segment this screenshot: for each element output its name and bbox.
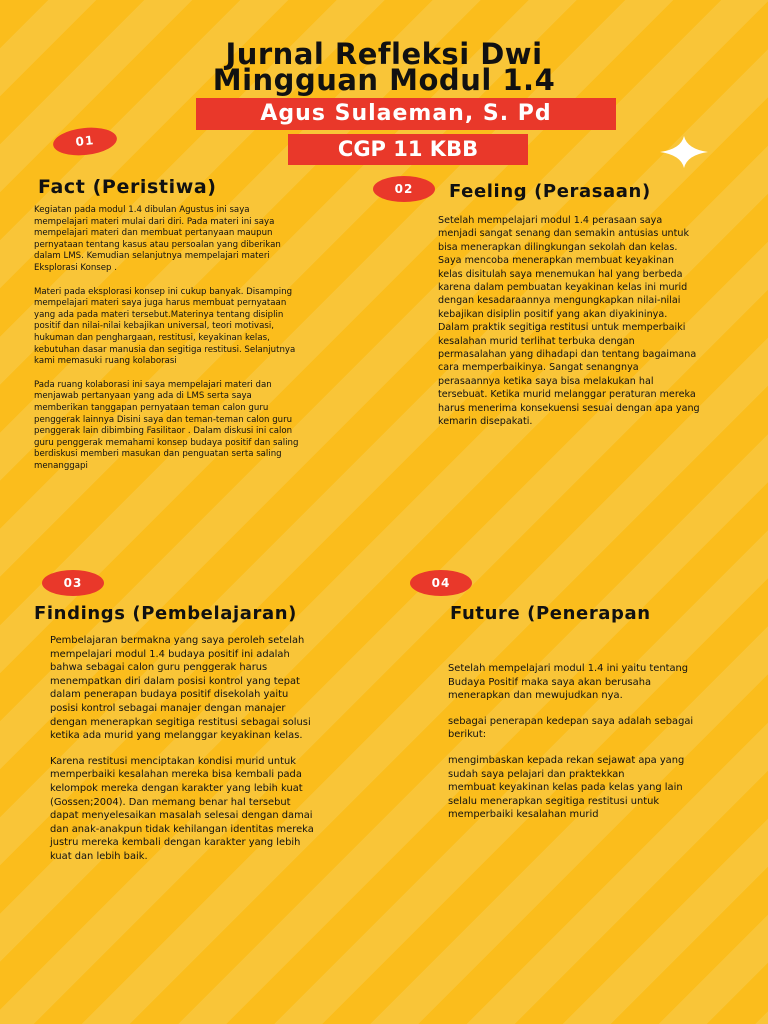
title-line-2: Mingguan Modul 1.4 [212,63,556,97]
title-line-1: Jurnal Refleksi Dwi [225,37,543,71]
section-heading-findings: Findings (Pembelajaran) [34,603,297,624]
findings-paragraph-1: Pembelajaran bermakna yang saya peroleh setelah mempelajari modul 1.4 budaya positif ini adalah bahwa sebagai calon guru penggerak harus menempatkan diri dalam posisi kontrol yang tepat dalam penerapan budaya positif disekolah yaitu posisi kontrol sebagai manajer dengan manajer dengan menerapkan segitiga restitusi sebagai solusi ketika ada murid yang melanggar keyakinan kelas. [50,635,311,742]
fact-paragraph-1: Kegiatan pada modul 1.4 dibulan Agustus ini saya mempelajari materi mulai dari diri. Pada materi ini saya mempelajari materi dan membuat pertanyaan maupun pernyataan tentang kasus atau persoalan yang diberikan dalam LMS. Kemudian selanjutnya mempelajari materi Eksplorasi Konsep . [34,205,281,273]
section-body-fact [34,205,300,484]
section-badge-01: 01 [52,125,118,159]
section-heading-fact: Fact (Peristiwa) [38,176,217,198]
findings-paragraph-2: Karena restitusi menciptakan kondisi murid untuk memperbaiki kesalahan mereka bisa kembali pada kelompok mereka dengan karakter yang lebih kuat (Gossen;2004). Dan memang benar hal tersebut dapat menyelesaikan masalah selesai dengan damai dan anak-anakpun tidak kehilangan identitas mereka justru mereka kembali dengan karakter yang lebih kuat dan lebih baik. [50,755,314,862]
fact-paragraph-2: Materi pada eksplorasi konsep ini cukup banyak. Disamping mempelajari materi saya juga harus membuat pernyataan yang ada pada materi tersebut.Materinya tentang disiplin positif dan nilai-nilai kebajikan universal, teori motivasi, hukuman dan penghargaan, restitusi, keyakinan kelas, kebutuhan dasar manusia dan segitiga restitusi. Selanjutnya kami memasuki ruang kolaborasi [34,286,296,367]
section-body-future [448,662,710,834]
section-body-feeling [438,214,700,441]
future-paragraph-1: Setelah mempelajari modul 1.4 ini yaitu tentang Budaya Positif maka saya akan berusaha menerapkan dan mewujudkan nya. [448,663,689,702]
future-list: mengimbaskan kepada rekan sejawat apa yang sudah saya pelajari dan praktekkan membuat keyakinan kelas pada kelas yang lain selalu menerapkan segitiga restitusi untuk memperbaiki kesalahan murid [448,754,685,821]
section-badge-02: 02 [373,176,435,202]
section-heading-feeling: Feeling (Perasaan) [449,181,651,202]
section-badge-04: 04 [410,570,472,596]
sparkle-icon [658,134,710,170]
fact-paragraph-3: Pada ruang kolaborasi ini saya mempelajari materi dan menjawab pertanyaan yang ada di LMS serta saya memberikan tanggapan pernyataan teman calon guru penggerak lainnya Disini saya dan teman-teman calon guru penggerak lain dibimbing Fasilitaor . Dalam diskusi ini calon guru penggerak memahami konsep budaya positif dan saling berdiskusi memberi masukan dan penguatan serta saling menanggapi [34,379,299,471]
section-badge-03: 03 [42,570,104,596]
group-label-box: CGP 11 KBB [288,134,528,165]
section-heading-future: Future (Penerapan [450,603,651,624]
feeling-paragraph-1: Setelah mempelajari modul 1.4 perasaan saya menjadi sangat senang dan semakin antusias untuk bisa menerapkan dilingkungan sekolah dan kelas. Saya mencoba menerapkan membuat keyakinan kelas disitulah saya menemukan hal yang berbeda karena dalam pembuatan keyakinan kelas ini murid dengan kesadaraannya mengungkapkan nilai-nilai kebajikan disiplin positif yang akan diyakininya. Dalam praktik segitiga restitusi untuk memperbaiki kesalahan murid terlihat terbuka dengan permasalahan yang dihadapi dan tentang bagaimana cara memperbaikinya. Sangat senangnya perasaannya ketika saya bisa melakukan hal tersebuat. Ketika murid melanggar peraturan mereka harus menerima konsekuensi sesuai dengan apa yang kemarin disepakati. [438,215,700,428]
future-paragraph-2: sebagai penerapan kedepan saya adalah sebagai berikut: [448,715,694,741]
section-body-findings [50,634,318,876]
author-name-box: Agus Sulaeman, S. Pd [196,98,616,130]
